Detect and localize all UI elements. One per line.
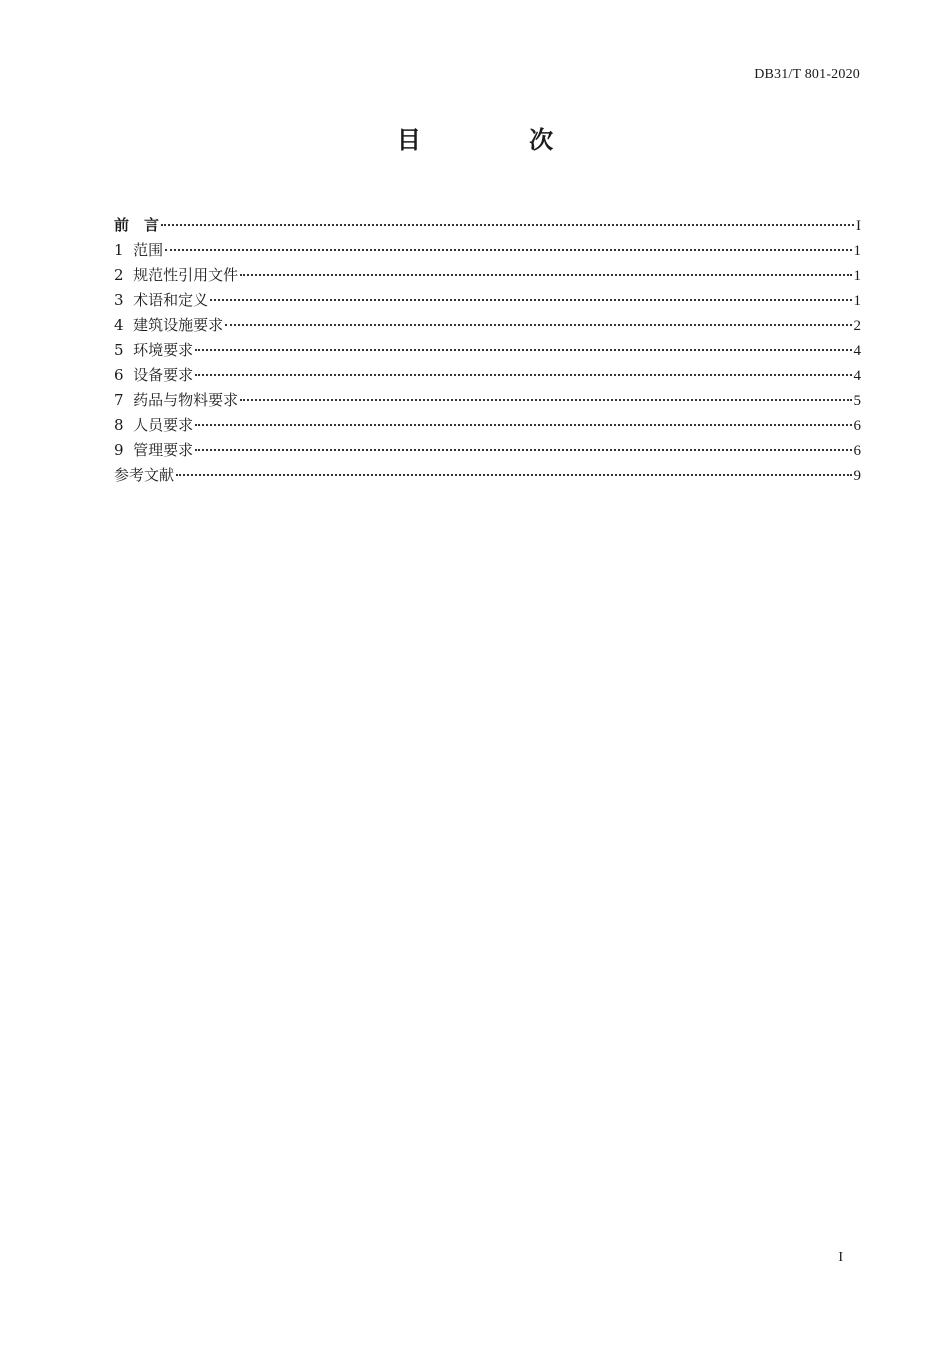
toc-entry-personnel[interactable] [114,413,861,438]
toc-entry-label: 1 范围 [114,241,164,259]
dot-leader [195,424,851,426]
toc-entry-page: 4 [853,343,861,359]
toc-entry-label: 3 术语和定义 [114,291,209,309]
toc-entry-building[interactable] [114,313,861,338]
dot-leader [176,474,851,476]
toc-entry-environment[interactable] [114,338,861,363]
page-title: 目 次 [396,126,604,154]
toc-entry-scope[interactable] [114,238,861,263]
dot-leader [195,449,851,451]
toc-entry-label: 前 言 [114,216,160,234]
document-code: DB31/T 801-2020 [754,67,860,82]
toc-entry-label: 2 规范性引用文件 [114,266,239,284]
toc-entry-label: 4 建筑设施要求 [114,316,224,334]
toc-entry-page: 5 [853,393,861,409]
dot-leader [210,299,851,301]
toc-entry-label: 7 药品与物料要求 [114,391,239,409]
toc-entry-equipment[interactable] [114,363,861,388]
dot-leader [240,399,851,401]
toc-entry-page: 1 [853,243,861,259]
toc-entry-label: 9 管理要求 [114,441,194,459]
dot-leader [240,274,851,276]
toc-entry-page: 2 [853,318,861,334]
toc-entry-normative-references[interactable] [114,263,861,288]
toc-entry-foreword[interactable] [114,213,861,238]
toc-entry-page: 6 [853,418,861,434]
table-of-contents [114,213,861,488]
toc-entry-label: 6 设备要求 [114,366,194,384]
page-number: I [838,1250,843,1265]
toc-entry-label: 参考文献 [114,466,175,484]
toc-entry-materials[interactable] [114,388,861,413]
toc-entry-page: 9 [853,468,861,484]
toc-entry-page: 1 [853,268,861,284]
dot-leader [161,224,854,226]
toc-entry-terms[interactable] [114,288,861,313]
toc-entry-page: 6 [853,443,861,459]
toc-entry-bibliography[interactable] [114,463,861,488]
toc-entry-label: 8 人员要求 [114,416,194,434]
toc-entry-page: 4 [853,368,861,384]
toc-entry-label: 5 环境要求 [114,341,194,359]
toc-entry-page: 1 [853,293,861,309]
dot-leader [165,249,851,251]
toc-entry-management[interactable] [114,438,861,463]
dot-leader [195,349,851,351]
toc-entry-page: I [856,218,861,234]
dot-leader [225,324,851,326]
dot-leader [195,374,851,376]
